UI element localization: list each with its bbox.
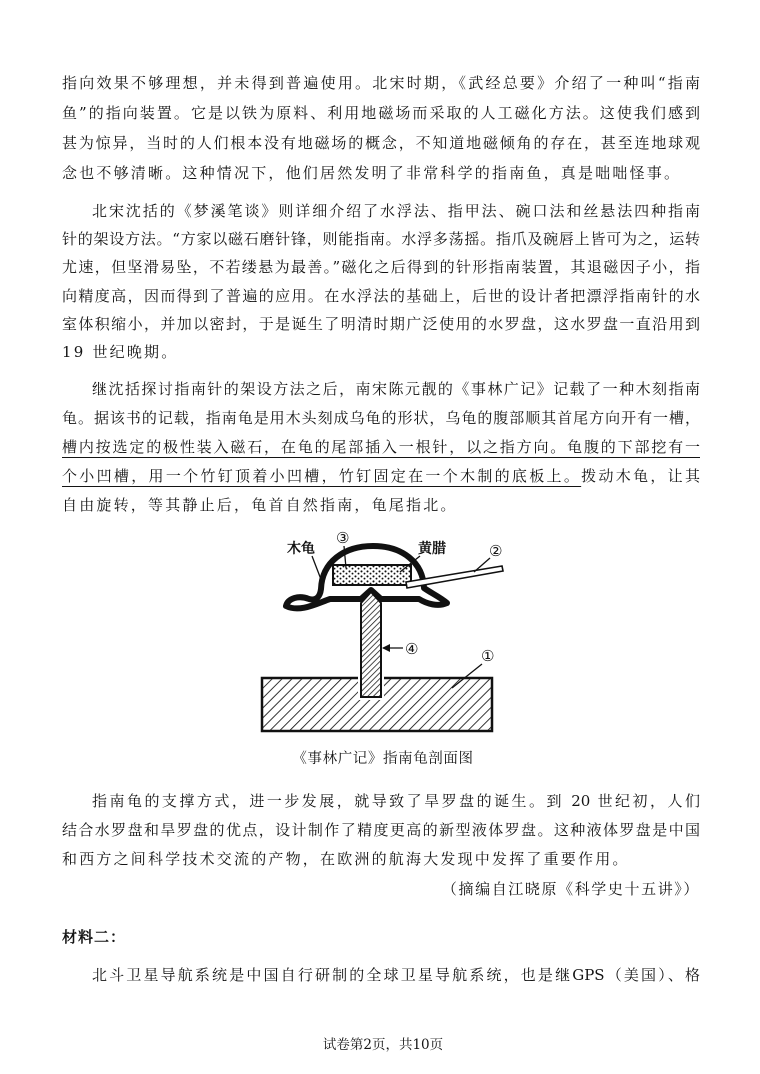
label-marker-3: ③ [336, 529, 350, 547]
material-two-heading: 材料二： [62, 927, 127, 946]
text-line: 结合水罗盘和旱罗盘的优点，设计制作了精度更高的新型液体罗盘。这种液体罗盘是中国 [62, 820, 700, 839]
label-marker-2: ② [489, 542, 503, 560]
paragraph-compass-turtle [62, 375, 700, 520]
paragraph-compass-evolution [62, 787, 700, 874]
text-line [62, 433, 700, 462]
page-footer: 试卷第2页，共10页 [322, 1037, 444, 1053]
text-line: 室体积缩小，并加以密封，于是诞生了明清时期广泛使用的水罗盘，这水罗盘一直沿用到 [62, 314, 700, 333]
text-line: 自由旋转，等其静止后，龟首自然指南，龟尾指北。 [62, 495, 458, 514]
source-citation: （摘编自江晓原《科学史十五讲》） [441, 879, 700, 898]
text-line: 指向效果不够理想，并未得到普遍使用。北宋时期，《武经总要》介绍了一种叫“指南 [62, 74, 700, 92]
text-line: 念也不够清晰。这种情况下，他们居然发明了非常科学的指南鱼，真是咄咄怪事。 [62, 164, 682, 182]
text-line: 龟。据该书的记载，指南龟是用木头刻成乌龟的形状，乌龟的腹部顺其首尾方向开有一槽， [62, 408, 700, 427]
paragraph-mengxi-bitan [62, 197, 700, 366]
text-line: 尤速，但坚滑易坠，不若缕悬为最善。”磁化之后得到的针形指南装置，其退磁因子小，指 [62, 258, 700, 277]
label-wooden-turtle: 木龟 [287, 541, 315, 557]
underlined-sentence: 个小凹槽，用一个竹钉顶着小凹槽，竹钉固定在一个木制的底板上。 [62, 466, 582, 485]
text-line [62, 462, 700, 491]
text-segment: 拨动木龟，让其 [581, 466, 700, 485]
text-line: 向精度高，因而得到了普遍的应用。在水浮法的基础上，后世的设计者把漂浮指南针的水 [62, 286, 700, 305]
text-line: 针的架设方法。“方家以磁石磨针锋，则能指南。水浮多荡摇。指爪及碗唇上皆可为之，运转 [62, 230, 700, 249]
figure-caption: 《事林广记》指南龟剖面图 [292, 751, 474, 767]
text-line: 北斗卫星导航系统是中国自行研制的全球卫星导航系统，也是继GPS（美国）、格 [92, 965, 700, 984]
text-line: 指南龟的支撑方式，进一步发展，就导致了旱罗盘的诞生。到 20 世纪初，人们 [92, 791, 700, 810]
label-marker-4: ④ [405, 640, 419, 658]
compass-turtle-diagram [255, 525, 515, 740]
text-line: 鱼”的指向装置。它是以铁为原料、利用地磁场而采取的人工磁化方法。这使我们感到 [62, 104, 700, 122]
underlined-sentence: 槽内按选定的极性装入磁石，在龟的尾部插入一根针，以之指方向。龟腹的下部挖有一 [62, 437, 700, 456]
paragraph-beidou [62, 961, 700, 990]
text-line: 继沈括探讨指南针的架设方法之后，南宋陈元靓的《事林广记》记载了一种木刻指南 [92, 379, 700, 398]
label-marker-1: ① [481, 647, 495, 665]
paragraph-compass-fish [62, 68, 700, 188]
text-line: 甚为惊异，当时的人们根本没有地磁场的概念，不知道地磁倾角的存在，甚至连地球观 [62, 134, 700, 152]
text-line: 和西方之间科学技术交流的产物，在欧洲的航海大发现中发挥了重要作用。 [62, 849, 630, 868]
leader-line-wooden-turtle [312, 556, 322, 582]
magnet-chamber [333, 565, 411, 585]
bamboo-peg [361, 592, 381, 697]
text-line: 北宋沈括的《梦溪笔谈》则详细介绍了水浮法、指甲法、碗口法和丝悬法四种指南 [92, 202, 700, 220]
label-yellow-wax: 黄腊 [418, 541, 446, 557]
text-line: 19 世纪晚期。 [62, 342, 179, 361]
